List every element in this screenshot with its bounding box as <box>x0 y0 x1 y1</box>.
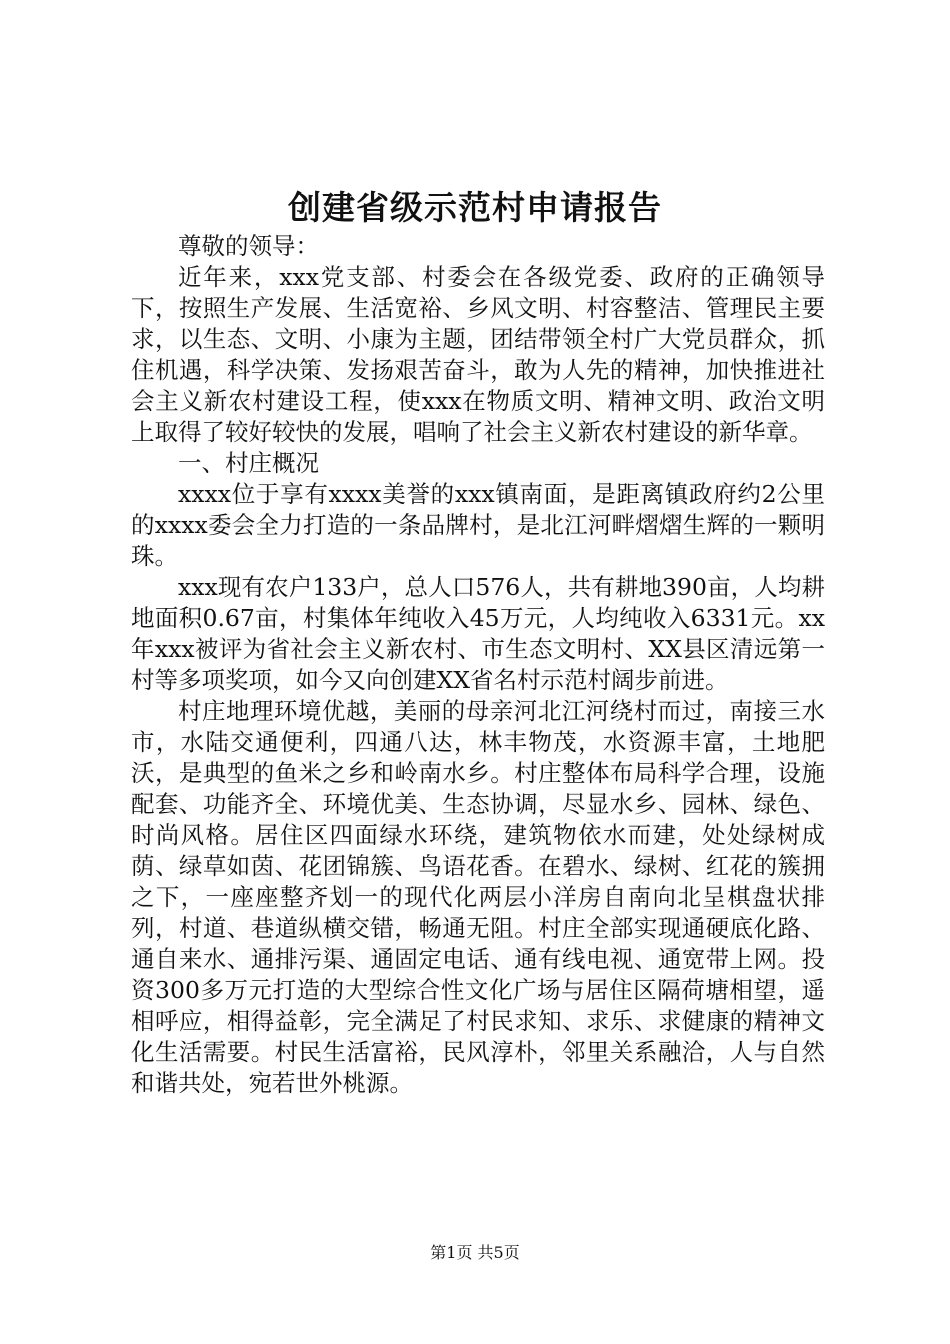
paragraph-location: xxxx位于享有xxxx美誉的xxx镇南面，是距离镇政府约2公里的xxxx委会全力打造的一条品牌村，是北江河畔熠熠生辉的一颗明珠。 <box>131 480 825 570</box>
document-body <box>131 231 825 1099</box>
section-heading: 一、村庄概况 <box>178 449 319 477</box>
document-title: 创建省级示范村申请报告 <box>288 188 662 227</box>
paragraph-intro: 近年来，xxx党支部、村委会在各级党委、政府的正确领导下，按照生产发展、生活宽裕、乡风文明、村容整洁、管理民主要求，以生态、文明、小康为主题，团结带领全村广大党员群众，抓住机遇，科学决策、发扬艰苦奋斗，敢为人先的精神，加快推进社会主义新农村建设工程，使xxx在物质文明、精神文明、政治文明上取得了较好较快的发展，唱响了社会主义新农村建设的新华章。 <box>131 263 825 446</box>
paragraph-statistics: xxx现有农户133户，总人口576人，共有耕地390亩，人均耕地面积0.67亩，村集体年纯收入45万元，人均纯收入6331元。xx年xxx被评为省社会主义新农村、市生态文明村、XX县区清远第一村等多项奖项，如今又向创建XX省名村示范村阔步前进。 <box>131 573 825 694</box>
salutation: 尊敬的领导： <box>178 232 319 260</box>
paragraph-environment: 村庄地理环境优越，美丽的母亲河北江河绕村而过，南接三水市，水陆交通便利，四通八达，林丰物茂，水资源丰富，土地肥沃，是典型的鱼米之乡和岭南水乡。村庄整体布局科学合理，设施配套、功能齐全、环境优美、生态协调，尽显水乡、园林、绿色、时尚风格。居住区四面绿水环绕，建筑物依水而建，处处绿树成荫、绿草如茵、花团锦簇、鸟语花香。在碧水、绿树、红花的簇拥之下，一座座整齐划一的现代化两层小洋房自南向北呈棋盘状排列，村道、巷道纵横交错，畅通无阻。村庄全部实现通硬底化路、通自来水、通排污渠、通固定电话、通有线电视、通宽带上网。投资300多万元打造的大型综合性文化广场与居住区隔荷塘相望，遥相呼应，相得益彰，完全满足了村民求知、求乐、求健康的精神文化生活需要。村民生活富裕，民风淳朴，邻里关系融洽，人与自然和谐共处，宛若世外桃源。 <box>131 697 825 1097</box>
page-footer: 第1页 共5页 <box>430 1243 520 1262</box>
